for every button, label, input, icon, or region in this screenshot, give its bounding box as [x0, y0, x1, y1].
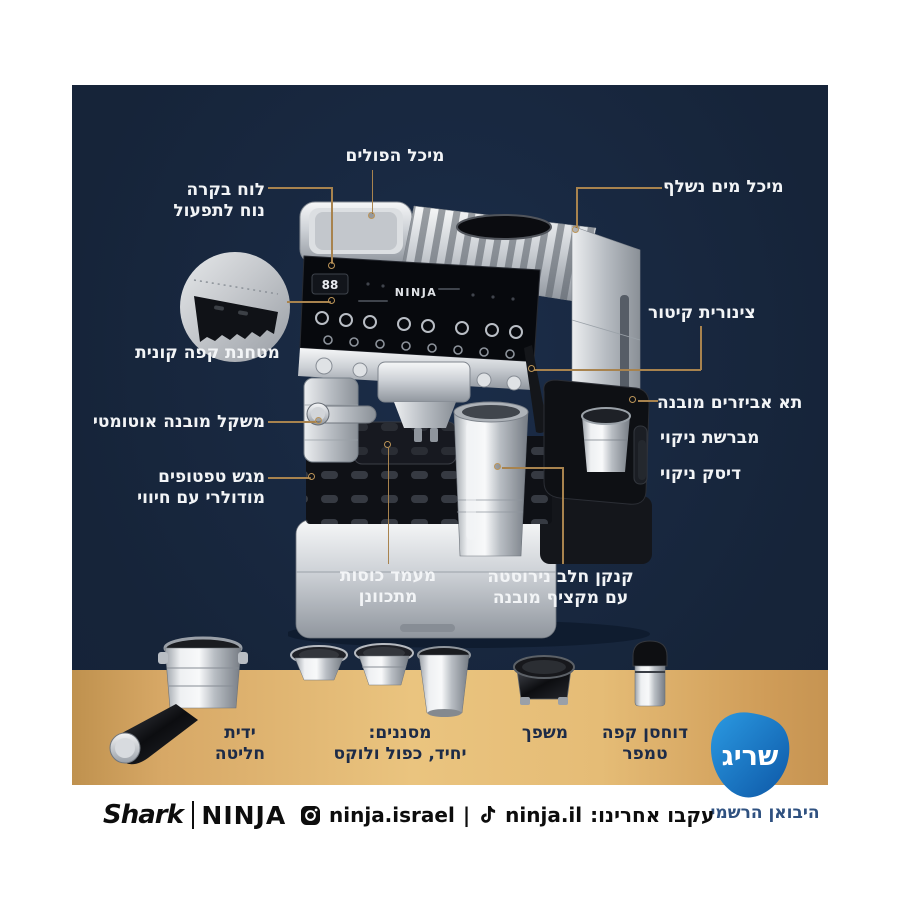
brand-divider: [192, 801, 195, 829]
filter-basket-double-image: [352, 641, 416, 695]
label-brew-handle-line2: חליטה: [214, 744, 266, 764]
driptray-callout-dot: [308, 473, 315, 480]
label-accessory-bay: תא אביזרים מובנה: [657, 393, 803, 413]
label-tamper-line2: טמפר: [622, 744, 668, 764]
sharkninja-logo: [103, 797, 286, 833]
bay-callout-dot: [629, 396, 636, 403]
shark-wordmark: Shark: [103, 800, 183, 830]
watertank-callout-line-h: [576, 187, 662, 189]
label-funnel: משפך: [521, 723, 569, 743]
inset-seam: [194, 280, 278, 294]
grinder-callout-line: [287, 301, 331, 303]
label-water-tank: מיכל מים נשלף: [663, 177, 784, 197]
caddy-base: [540, 496, 652, 564]
panel-display-value: 88: [321, 278, 339, 292]
social-row: [300, 799, 714, 831]
label-drip-tray: [85, 467, 265, 509]
label-cup-stand-line1: מעמד כוסות: [339, 566, 437, 586]
grinder-callout-dot: [328, 297, 335, 304]
label-brew-handle: [175, 723, 305, 765]
ninja-wordmark: NINJA: [201, 800, 287, 830]
beans-callout-dot: [368, 212, 375, 219]
label-tamper-line1: דוחסן קפה: [601, 723, 689, 743]
cupstand-callout-dot: [384, 441, 391, 448]
control-panel-part: [300, 256, 540, 362]
label-steam-wand: צינורית קיטור: [648, 303, 756, 323]
label-control-panel-line2: נוח לתפעול: [173, 201, 265, 221]
label-filters: [327, 723, 473, 765]
label-cup-stand-line2: מתכוונן: [358, 587, 418, 607]
bay-callout-line: [638, 400, 658, 402]
beans-callout-line: [372, 170, 374, 214]
label-milk-jug-line2: עם מקציף מובנה: [492, 588, 629, 608]
sarig-logo: [703, 708, 797, 806]
cup-stand-part: [354, 422, 456, 464]
instagram-handle: ninja.israel: [329, 803, 455, 827]
burr-blade-shape: [194, 296, 278, 342]
steam-callout-line-h: [534, 369, 701, 371]
tiktok-handle: ninja.il: [505, 803, 583, 827]
milk-jug-part: [454, 402, 528, 556]
tiktok-icon: [478, 805, 497, 826]
label-drip-tray-line2: מודולרי עם חיווי: [137, 488, 265, 508]
label-control-panel-line1: לוח בקרה: [186, 180, 265, 200]
label-control-panel: [95, 180, 265, 222]
bean-hopper-part: [300, 202, 412, 264]
label-cleaning-brush: מברשת ניקוי: [660, 428, 760, 448]
sarig-logo-text: שריג: [721, 741, 779, 772]
label-milk-jug: [478, 567, 643, 609]
control-callout-line-h: [268, 187, 332, 189]
milkjug-callout-dot: [494, 463, 501, 470]
label-tamper: [587, 723, 703, 765]
control-callout-line-v: [331, 187, 333, 264]
watertank-callout-line-v: [576, 187, 578, 228]
label-filters-line1: מסננים:: [368, 723, 432, 743]
dosing-cup-image: [416, 645, 472, 717]
label-brew-handle-line1: ידית: [224, 723, 256, 743]
label-cup-stand: [318, 566, 458, 608]
steam-callout-dot: [528, 365, 535, 372]
scale-callout-dot: [315, 417, 322, 424]
label-beans-container: מיכל הפולים: [345, 146, 445, 166]
scale-callout-line: [268, 421, 317, 423]
social-separator: |: [462, 803, 471, 827]
base-handle-notch: [400, 624, 455, 632]
machine-brand-logo: NINJA: [394, 286, 438, 299]
milkjug-callout-line-h: [502, 467, 563, 469]
label-scale: משקל מובנה אוטומטי: [92, 412, 265, 432]
watertank-callout-dot: [572, 226, 579, 233]
driptray-callout-line: [268, 477, 311, 479]
label-filters-line2: יחיד, כפול ולוקס: [333, 744, 467, 764]
importer-tagline: היבואן הרשמי: [710, 803, 820, 823]
funnel-image: [512, 653, 576, 709]
instagram-icon: [300, 805, 321, 826]
label-grinder: מטחנת קפה קונית: [135, 343, 280, 363]
milkjug-callout-line-v: [562, 467, 564, 564]
label-milk-jug-line1: קנקן חלב נירוסטה: [487, 567, 634, 587]
control-callout-dot: [328, 262, 335, 269]
steam-callout-line-v: [700, 326, 702, 370]
follow-us-label: עקבו אחרינו:: [590, 803, 715, 827]
filter-basket-single-image: [288, 644, 350, 692]
tamper-image: [624, 638, 676, 710]
cupstand-callout-line: [388, 448, 390, 564]
label-drip-tray-line1: מגש טפטופים: [158, 467, 265, 487]
label-cleaning-disc: דיסק ניקוי: [660, 464, 742, 484]
